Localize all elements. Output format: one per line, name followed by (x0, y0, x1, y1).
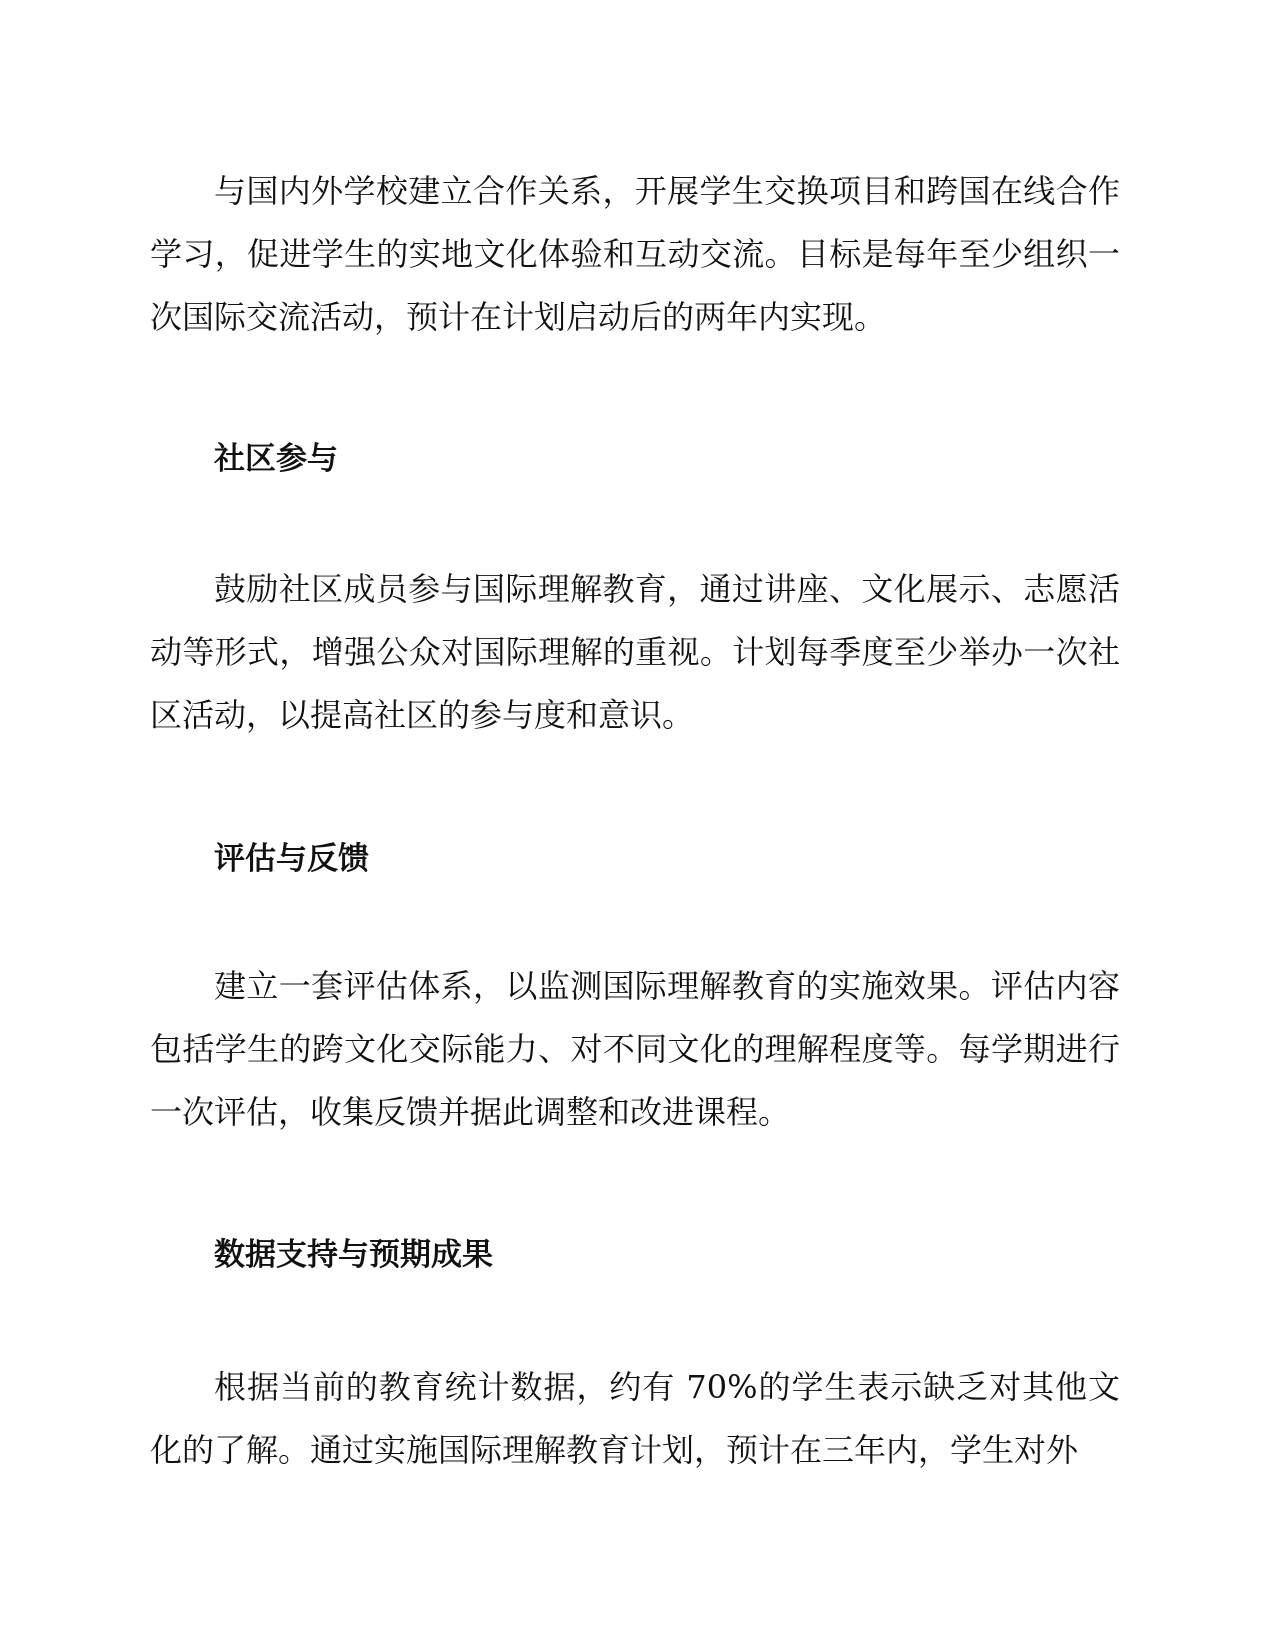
paragraph-community: 鼓励社区成员参与国际理解教育，通过讲座、文化展示、志愿活动等形式，增强公众对国际理解的重视。计划每季度至少举办一次社区活动，以提高社区的参与度和意识。 (150, 570, 1120, 734)
paragraph-data-support: 根据当前的教育统计数据，约有 70%的学生表示缺乏对其他文化的了解。通过实施国际理解教育计划，预计在三年内，学生对外 (150, 1368, 1120, 1469)
paragraph-evaluation: 建立一套评估体系，以监测国际理解教育的实施效果。评估内容包括学生的跨文化交际能力、对不同文化的理解程度等。每学期进行一次评估，收集反馈并据此调整和改进课程。 (150, 967, 1120, 1131)
section-heading-data-support: 数据支持与预期成果 (214, 1237, 493, 1273)
paragraph-cooperation: 与国内外学校建立合作关系，开展学生交换项目和跨国在线合作学习，促进学生的实地文化体验和互动交流。目标是每年至少组织一次国际交流活动，预计在计划启动后的两年内实现。 (150, 172, 1120, 336)
section-heading-evaluation: 评估与反馈 (214, 841, 369, 877)
section-heading-community: 社区参与 (214, 441, 338, 477)
